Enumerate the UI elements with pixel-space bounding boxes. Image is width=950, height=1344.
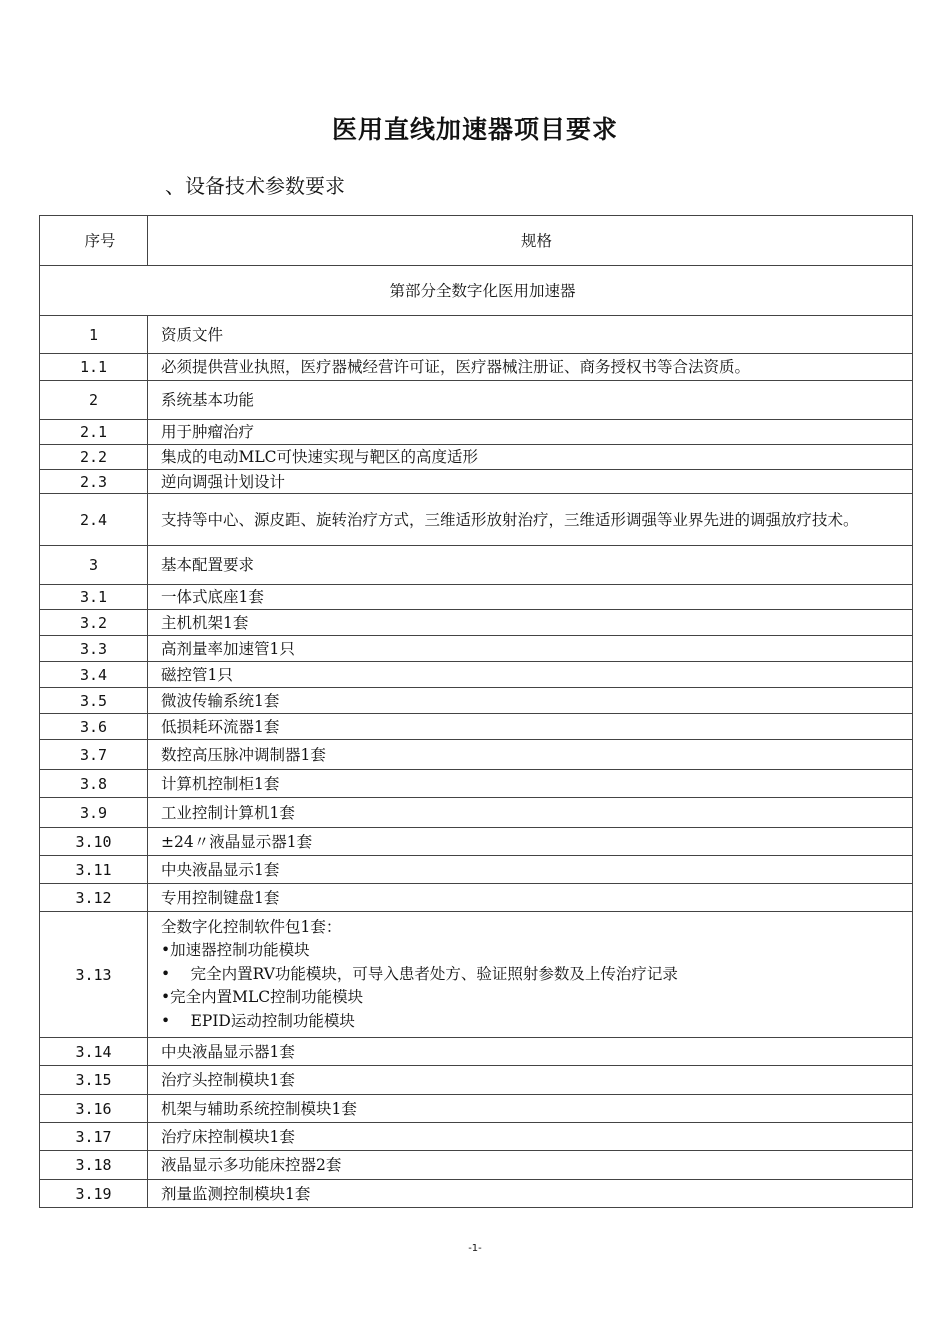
row-number: 3.16 xyxy=(40,1095,148,1123)
table-row xyxy=(40,884,913,912)
table-row xyxy=(40,354,913,381)
row-number: 1 xyxy=(40,316,148,354)
row-number: 3.8 xyxy=(40,770,148,798)
row-spec-text: 逆向调强计划设计 xyxy=(148,470,913,494)
table-row xyxy=(40,1151,913,1180)
row-number: 2 xyxy=(40,381,148,420)
row-spec-text: 磁控管1只 xyxy=(148,662,913,688)
row-number: 3.9 xyxy=(40,798,148,828)
module-list-item: •完全内置MLC控制功能模块 xyxy=(161,988,364,1007)
row-number: 3.3 xyxy=(40,636,148,662)
row-number: 3.13 xyxy=(40,912,148,1038)
row-spec-text: 系统基本功能 xyxy=(148,381,913,420)
row-spec-text: ±24〃液晶显示器1套 xyxy=(148,828,913,856)
table-row xyxy=(40,714,913,740)
row-spec-text: 基本配置要求 xyxy=(148,546,913,585)
row-spec-text: 专用控制键盘1套 xyxy=(148,884,913,912)
table-row xyxy=(40,470,913,494)
row-spec-text: 工业控制计算机1套 xyxy=(148,798,913,828)
row-spec-text: 数控高压脉冲调制器1套 xyxy=(148,740,913,770)
row-spec-text: 支持等中心、源皮距、旋转治疗方式，三维适形放射治疗，三维适形调强等业界先进的调强放疗技术。 xyxy=(148,494,913,546)
table-row xyxy=(40,798,913,828)
page-number: -1- xyxy=(468,1243,482,1254)
row-number: 3.6 xyxy=(40,714,148,740)
row-spec-text: 微波传输系统1套 xyxy=(148,688,913,714)
table-row xyxy=(40,1123,913,1151)
table-header-row xyxy=(40,216,913,266)
row-spec-text: 计算机控制柜1套 xyxy=(148,770,913,798)
row-number: 3.10 xyxy=(40,828,148,856)
row-spec-text: 液晶显示多功能床控器2套 xyxy=(148,1151,913,1180)
table-row xyxy=(40,420,913,445)
row-number: 3.2 xyxy=(40,610,148,636)
row-spec-text: 高剂量率加速管1只 xyxy=(148,636,913,662)
spec-table xyxy=(39,215,913,1208)
module-list-item: • EPID运动控制功能模块 xyxy=(161,1011,355,1030)
table-row xyxy=(40,546,913,585)
row-number: 3.7 xyxy=(40,740,148,770)
row-number: 3.1 xyxy=(40,585,148,610)
row-spec-text: 中央液晶显示器1套 xyxy=(148,1038,913,1066)
row-spec-text xyxy=(148,912,913,1038)
row-number: 3.14 xyxy=(40,1038,148,1066)
row-number: 3.18 xyxy=(40,1151,148,1180)
row-number: 2.2 xyxy=(40,445,148,470)
table-row xyxy=(40,662,913,688)
row-spec-text: 治疗床控制模块1套 xyxy=(148,1123,913,1151)
row-spec-text: 剂量监测控制模块1套 xyxy=(148,1180,913,1208)
row-spec-text: 一体式底座1套 xyxy=(148,585,913,610)
row-spec-text: 资质文件 xyxy=(148,316,913,354)
table-row xyxy=(40,1095,913,1123)
row-number: 3.4 xyxy=(40,662,148,688)
row-spec-text: 中央液晶显示1套 xyxy=(148,856,913,884)
table-row xyxy=(40,316,913,354)
section-subtitle: 、设备技术参数要求 xyxy=(165,174,345,198)
header-num: 序号 xyxy=(40,216,148,266)
table-row xyxy=(40,912,913,1038)
table-row xyxy=(40,856,913,884)
row-spec-text: 治疗头控制模块1套 xyxy=(148,1066,913,1095)
row-number: 2.3 xyxy=(40,470,148,494)
table-row xyxy=(40,585,913,610)
table-row xyxy=(40,610,913,636)
row-number: 3.12 xyxy=(40,884,148,912)
row-spec-text: 集成的电动MLC可快速实现与靶区的高度适形 xyxy=(148,445,913,470)
table-row xyxy=(40,740,913,770)
header-spec: 规格 xyxy=(148,216,913,266)
table-row xyxy=(40,1180,913,1208)
row-spec-text: 主机机架1套 xyxy=(148,610,913,636)
table-row xyxy=(40,1038,913,1066)
row-number: 3.15 xyxy=(40,1066,148,1095)
row-number: 3 xyxy=(40,546,148,585)
table-row xyxy=(40,445,913,470)
section-row xyxy=(40,266,913,316)
row-spec-text: 必须提供营业执照，医疗器械经营许可证，医疗器械注册证、商务授权书等合法资质。 xyxy=(148,354,913,381)
row-spec-text: 低损耗环流器1套 xyxy=(148,714,913,740)
row-number: 3.5 xyxy=(40,688,148,714)
table-row xyxy=(40,688,913,714)
module-list-item: •加速器控制功能模块 xyxy=(161,941,310,960)
row-number: 1.1 xyxy=(40,354,148,381)
section-title: 第部分全数字化医用加速器 xyxy=(40,266,913,316)
row-spec-text: 机架与辅助系统控制模块1套 xyxy=(148,1095,913,1123)
table-row xyxy=(40,770,913,798)
row-number: 2.1 xyxy=(40,420,148,445)
module-list-item: • 完全内置RV功能模块，可导入患者处方、验证照射参数及上传治疗记录 xyxy=(161,964,678,983)
row-number: 3.17 xyxy=(40,1123,148,1151)
document-title: 医用直线加速器项目要求 xyxy=(331,115,618,144)
row-number: 3.11 xyxy=(40,856,148,884)
table-row xyxy=(40,1066,913,1095)
software-package-label: 全数字化控制软件包1套： xyxy=(161,917,342,936)
table-row xyxy=(40,636,913,662)
table-row xyxy=(40,828,913,856)
row-spec-text: 用于肿瘤治疗 xyxy=(148,420,913,445)
table-row xyxy=(40,494,913,546)
table-row xyxy=(40,381,913,420)
row-number: 3.19 xyxy=(40,1180,148,1208)
row-number: 2.4 xyxy=(40,494,148,546)
